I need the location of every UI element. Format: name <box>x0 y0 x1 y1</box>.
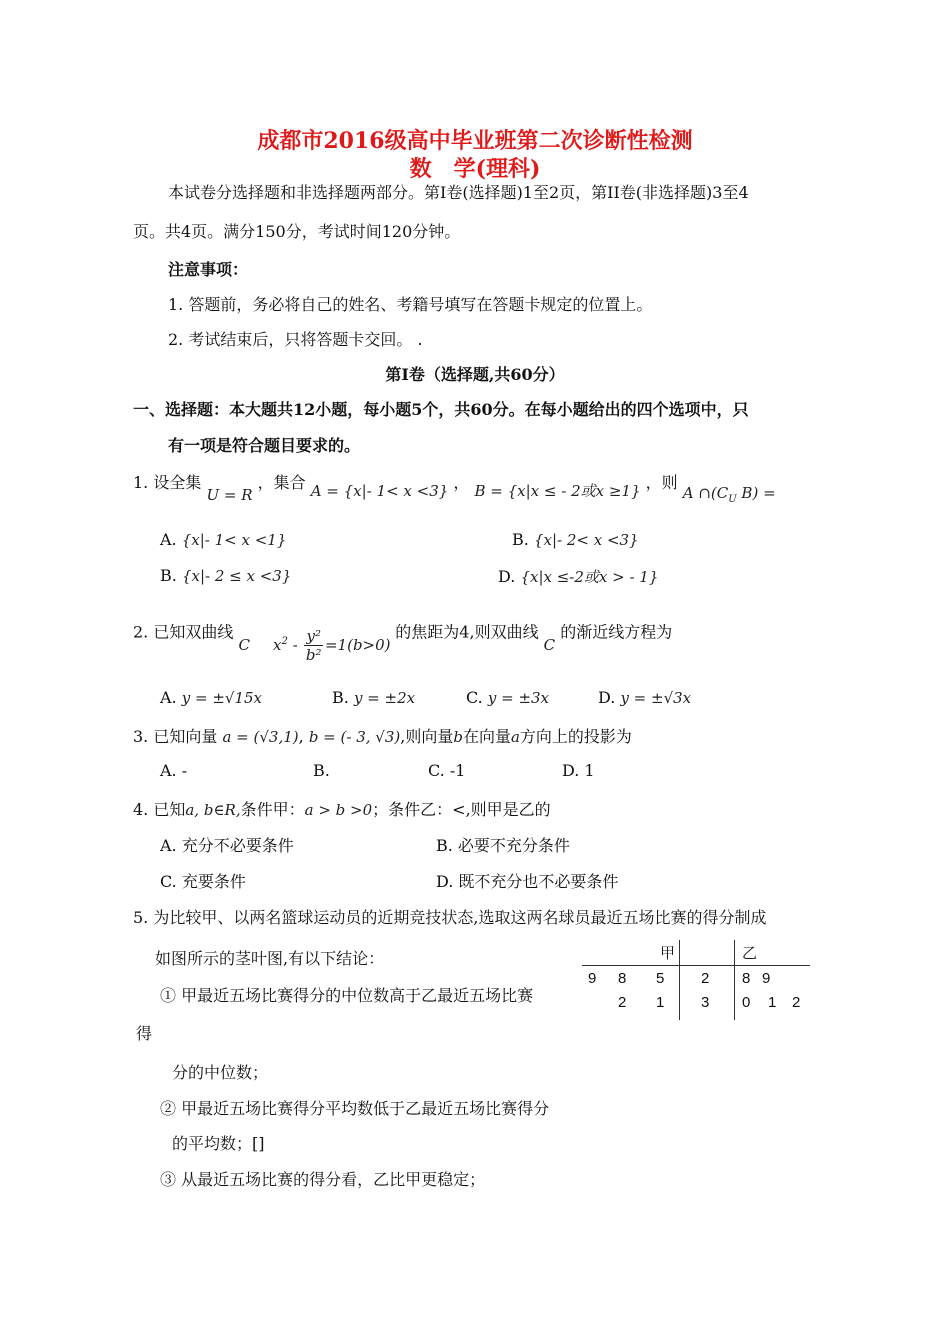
leaf-left-r1-0: 9 <box>588 970 597 987</box>
leaf-left-r2-1: 1 <box>656 994 665 1011</box>
q1-universal-set: U = R <box>206 486 253 504</box>
leaf-left-r1-1: 8 <box>618 970 627 987</box>
q1-text-2: ， <box>453 473 470 492</box>
q1-option-b: B. {x|- 2< x <3} <box>512 530 639 549</box>
stem-leaf-left-divider <box>679 940 680 1020</box>
q2-text-1: 的焦距为4,则双曲线 <box>395 622 539 642</box>
q2-option-a: A. y = ±√15x <box>160 688 262 707</box>
leaf-right-r2-2: 2 <box>792 994 801 1011</box>
leaf-right-r2-1: 1 <box>768 994 777 1011</box>
q2-prefix: 2. 已知双曲线 <box>133 622 234 642</box>
q2-option-b: B. y = ±2x <box>332 688 416 707</box>
q4-option-c: C. 充要条件 <box>160 872 246 891</box>
q4-option-b: B. 必要不充分条件 <box>436 836 570 855</box>
q1-text-1: ，集合 <box>257 473 306 492</box>
question-1 <box>133 470 776 505</box>
q2-curve-c: C <box>238 635 250 654</box>
stem-leaf-header-rule <box>582 965 810 966</box>
q2-equation: $x^2$ - $\frac{\text{y²}}{\text{b²}}$ =1(b>0) <box>273 627 391 664</box>
q4-option-d: D. 既不充分也不必要条件 <box>436 872 619 891</box>
q1-set-a: A = {x|- 1< x <3} <box>310 482 449 500</box>
intro-line-1: 本试卷分选择题和非选择题两部分。第Ⅰ卷(选择题)1至2页，第II卷(非选择题)3至4 <box>168 183 749 202</box>
question-3: 3. 已知向量 a = (√3,1), b = (- 3, √3),则向量b在向量a方向上的投影为 <box>133 727 632 746</box>
leaf-left-r2-0: 2 <box>618 994 627 1011</box>
stem-leaf-right-divider <box>734 940 735 1020</box>
q2-text-2: 的渐近线方程为 <box>560 622 673 642</box>
q3-option-d: D. 1 <box>562 761 595 780</box>
leaf-right-r2-0: 0 <box>742 994 751 1011</box>
question-2 <box>133 615 673 664</box>
q3-option-b: B. <box>313 761 330 780</box>
q1-prefix: 1. 设全集 <box>133 473 202 492</box>
q5-line-2: 如图所示的茎叶图,有以下结论： <box>155 949 385 968</box>
exam-title: 成都市2016级高中毕业班第二次诊断性检测 <box>257 128 693 154</box>
notice-heading: 注意事项： <box>168 260 249 279</box>
section-one-line-2: 有一项是符合题目要求的。 <box>168 436 361 455</box>
stem-leaf-header-yi: 乙 <box>742 945 758 962</box>
q5-conclusion-3: ③ 从最近五场比赛的得分看，乙比甲更稳定； <box>160 1170 486 1189</box>
q5-line-5: 分的中位数； <box>172 1063 269 1082</box>
q3-vector-a: a = (√3,1) <box>222 728 299 746</box>
stem-r2: 3 <box>701 994 710 1011</box>
q5-line-4: 得 <box>136 1024 153 1043</box>
part-one-heading: 第Ⅰ卷（选择题,共60分） <box>385 365 565 384</box>
q2-option-d: D. y = ±√3x <box>598 688 692 707</box>
q3-vector-b: b = (- 3, √3) <box>308 728 401 746</box>
section-one-line-1: 一、选择题：本大题共12小题，每小题5个，共60分。在每小题给出的四个选项中，只 <box>133 400 749 419</box>
q5-conclusion-1: ① 甲最近五场比赛得分的中位数高于乙最近五场比赛 <box>160 986 534 1005</box>
notice-item-1: 1. 答题前，务必将自己的姓名、考籍号填写在答题卡规定的位置上。 <box>168 295 653 314</box>
leaf-right-r1-1: 9 <box>762 970 771 987</box>
q4-option-a: A. 充分不必要条件 <box>160 836 294 855</box>
notice-item-2: 2. 考试结束后，只将答题卡交回。 . <box>168 330 423 349</box>
q1-option-c: B. {x|- 2 ≤ x <3} <box>160 566 292 585</box>
q2-option-c: C. y = ±3x <box>466 688 550 707</box>
exam-subtitle: 数 学(理科) <box>409 156 541 182</box>
q1-set-b: B = {x|x ≤ - 2或x ≥1} <box>474 482 641 500</box>
leaf-right-r1-0: 8 <box>742 970 751 987</box>
stem-r1: 2 <box>701 970 710 987</box>
q1-text-3: ，则 <box>645 473 678 492</box>
q5-conclusion-2: ② 甲最近五场比赛得分平均数低于乙最近五场比赛得分 <box>160 1099 550 1118</box>
q1-expression: A $\cap(C_U$ B) = <box>682 484 776 505</box>
stem-leaf-plot <box>582 940 810 1020</box>
stem-leaf-header-jia: 甲 <box>660 945 676 962</box>
q1-option-d: D. {x|x ≤-2或x > - 1} <box>498 567 659 586</box>
q3-option-c: C. -1 <box>428 761 466 780</box>
question-4: 4. 已知a, b∈R,条件甲：a > b >0；条件乙：<,则甲是乙的 <box>133 800 551 819</box>
q2-curve-c-2: C <box>543 635 556 654</box>
q5-line-7: 的平均数；[] <box>172 1134 265 1153</box>
leaf-left-r1-2: 5 <box>656 970 665 987</box>
q1-option-a: A. {x|- 1< x <1} <box>160 530 287 549</box>
q5-line-1: 5. 为比较甲、以两名篮球运动员的近期竞技状态,选取这两名球员最近五场比赛的得分制成 <box>133 908 767 927</box>
q3-option-a: A. - <box>160 761 188 780</box>
intro-line-2: 页。共4页。满分150分，考试时间120分钟。 <box>133 222 461 241</box>
